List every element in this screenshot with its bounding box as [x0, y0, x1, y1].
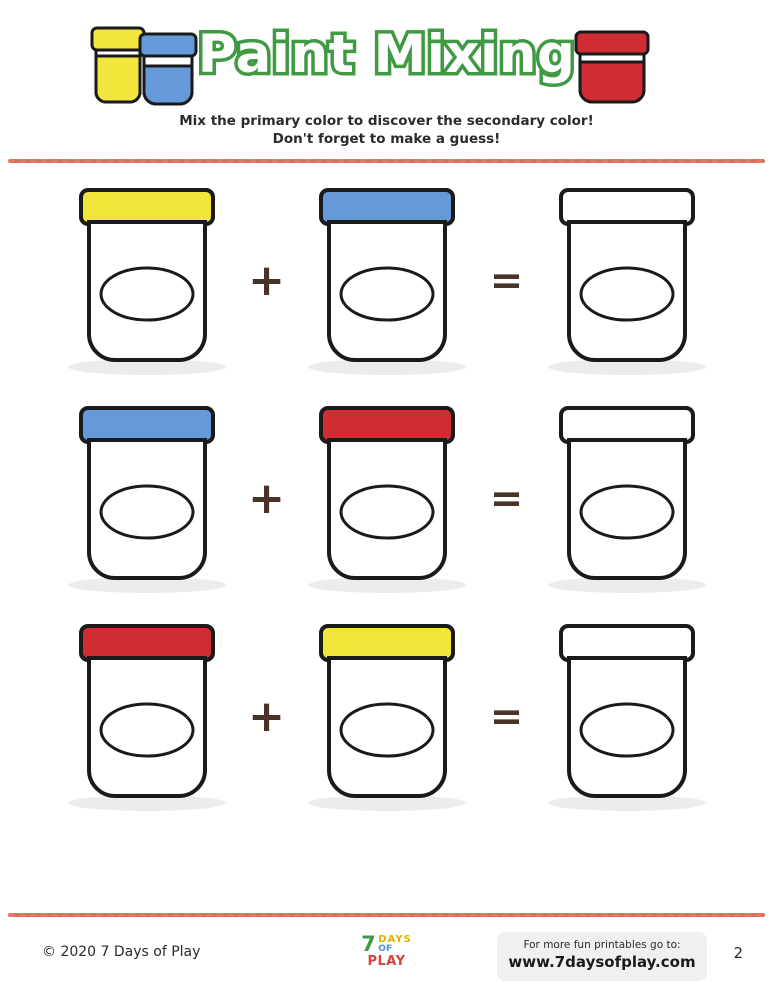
subtitle-line-2: Don't forget to make a guess! [272, 131, 501, 148]
jar-cell-result[interactable] [536, 399, 718, 599]
plus-sign: + [248, 255, 285, 306]
jar-cell-left[interactable] [56, 181, 238, 381]
empty-answer-jar[interactable] [547, 184, 707, 379]
page-footer [0, 930, 773, 1000]
divider-top [8, 159, 765, 163]
promo-url[interactable]: www.7daysofplay.com [508, 952, 696, 971]
equals-sign: = [489, 476, 524, 522]
logo-days: DAYS [378, 934, 412, 945]
equals-sign: = [489, 258, 524, 304]
exercise-row [0, 390, 773, 608]
jar-cell-right[interactable] [296, 617, 478, 817]
logo-of: OF [378, 944, 393, 954]
brand-logo[interactable] [339, 931, 435, 969]
empty-answer-jar[interactable] [547, 402, 707, 597]
page-title-text: Paint Mixing [197, 24, 576, 85]
logo-play: PLAY [367, 953, 406, 969]
exercise-rows [0, 172, 773, 826]
blue-paint-jar[interactable] [67, 402, 227, 597]
divider-bottom [8, 913, 765, 917]
jar-cell-right[interactable] [296, 399, 478, 599]
blue-paint-jar[interactable] [307, 184, 467, 379]
jar-cell-result[interactable] [536, 617, 718, 817]
plus-sign: + [248, 691, 285, 742]
copyright-text: © 2020 7 Days of Play [42, 944, 201, 960]
page-title [0, 24, 773, 89]
jar-cell-result[interactable] [536, 181, 718, 381]
empty-answer-jar[interactable] [547, 620, 707, 815]
red-paint-jar[interactable] [67, 620, 227, 815]
equals-sign: = [489, 694, 524, 740]
jar-cell-right[interactable] [296, 181, 478, 381]
page-header [0, 0, 773, 160]
exercise-row [0, 608, 773, 826]
promo-box[interactable] [497, 932, 707, 981]
page-number: 2 [733, 944, 743, 962]
subtitle-line-1: Mix the primary color to discover the secondary color! [179, 113, 594, 129]
yellow-paint-jar[interactable] [307, 620, 467, 815]
yellow-paint-jar[interactable] [67, 184, 227, 379]
plus-sign: + [248, 473, 285, 524]
promo-line-1: For more fun printables go to: [523, 939, 681, 951]
logo-seven: 7 [361, 931, 376, 956]
exercise-row [0, 172, 773, 390]
jar-cell-left[interactable] [56, 617, 238, 817]
red-paint-jar[interactable] [307, 402, 467, 597]
jar-cell-left[interactable] [56, 399, 238, 599]
page-subtitle [0, 112, 773, 148]
